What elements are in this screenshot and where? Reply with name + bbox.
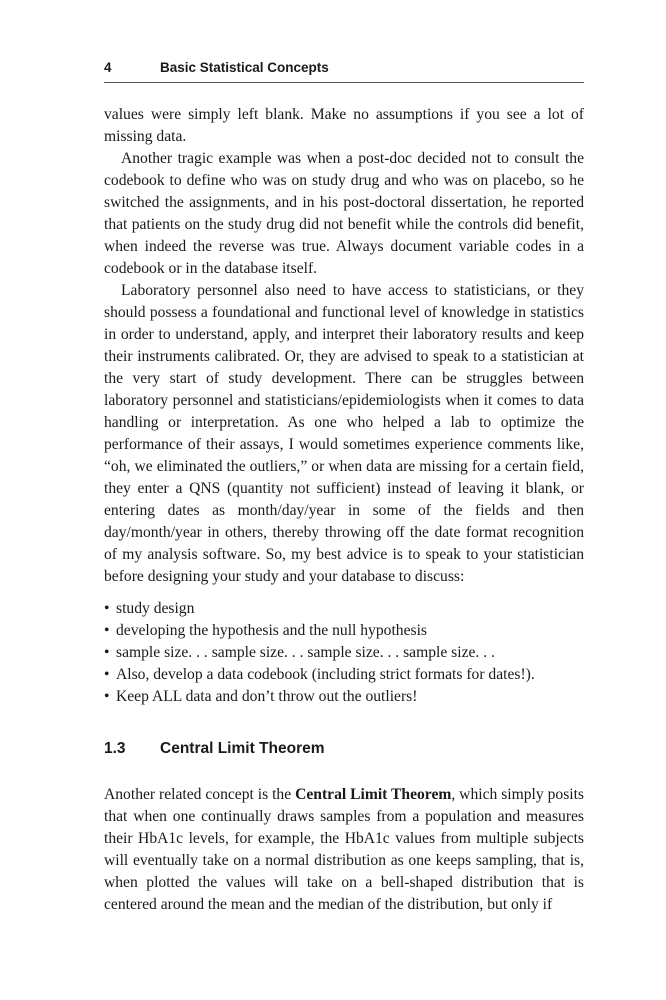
paragraph-text-before: Another related concept is the [104, 786, 296, 803]
paragraph-post-doc-example: Another tragic example was when a post-doc decided not to consult the codebook to define who was on study drug and who was on placebo, so he switched the assignments, and in his post-doctoral dissertation, he reported that patients on the study drug did not benefit while the controls did benefit, when indeed the reverse was true. Always document variable codes in a codebook or in the database itself. [104, 150, 584, 277]
paragraph-laboratory-personnel: Laboratory personnel also need to have access to statisticians, or they should possess a foundational and functional level of knowledge in statistics in order to understand, apply, and interpret their laboratory results and keep their instruments calibrated. Or, they are advised to speak to a statistician at the very start of study development. There can be struggles between laboratory personnel and statisticians/epidemiologists when it comes to data handling or interpretation. As one who helped a lab to optimize the performance of their assays, I would sometimes experience comments like, “oh, we eliminated the outliers,” or when data are missing for a certain field, they enter a QNS (quantity not sufficient) instead of leaving it blank, or entering dates as month/day/year in some of the fields and then day/month/year in others, thereby throwing off the date format recognition of my analysis software. So, my best advice is to speak to your statistician before designing your study and your database to discuss: [104, 282, 584, 585]
running-title: Basic Statistical Concepts [160, 60, 329, 75]
section-heading [104, 738, 584, 760]
running-header [104, 60, 584, 83]
paragraph-continued: values were simply left blank. Make no assumptions if you see a lot of missing data. [104, 106, 584, 145]
section-title: Central Limit Theorem [160, 740, 325, 757]
list-item [104, 598, 584, 620]
list-item [104, 686, 584, 708]
bullet-icon: • [104, 600, 110, 617]
list-item [104, 664, 584, 686]
list-item-text: sample size. . . sample size. . . sample size. . . sample size. . . [116, 644, 495, 661]
body-text [104, 104, 584, 916]
advice-bullet-list [104, 598, 584, 708]
bullet-icon: • [104, 688, 110, 705]
list-item-text: Also, develop a data codebook (including strict formats for dates!). [116, 666, 535, 683]
bullet-icon: • [104, 622, 110, 639]
list-item-text: Keep ALL data and don’t throw out the outliers! [116, 688, 418, 705]
list-item-text: developing the hypothesis and the null hypothesis [116, 622, 427, 639]
paragraph-text-after: , which simply posits that when one continually draws samples from a population and measures their HbA1c levels, for example, the HbA1c values from multiple subjects will eventually take on a normal distribution as one keeps sampling, that is, when plotted the values will take on a bell-shaped distribution that is centered around the mean and the median of the distribution, but only if [104, 786, 584, 913]
bullet-icon: • [104, 644, 110, 661]
paragraph-central-limit-theorem [104, 784, 584, 916]
bold-term: Central Limit Theorem [295, 786, 452, 803]
section-number: 1.3 [104, 740, 126, 757]
list-item [104, 620, 584, 642]
list-item [104, 642, 584, 664]
bullet-icon: • [104, 666, 110, 683]
list-item-text: study design [116, 600, 195, 617]
page-number: 4 [104, 60, 112, 75]
